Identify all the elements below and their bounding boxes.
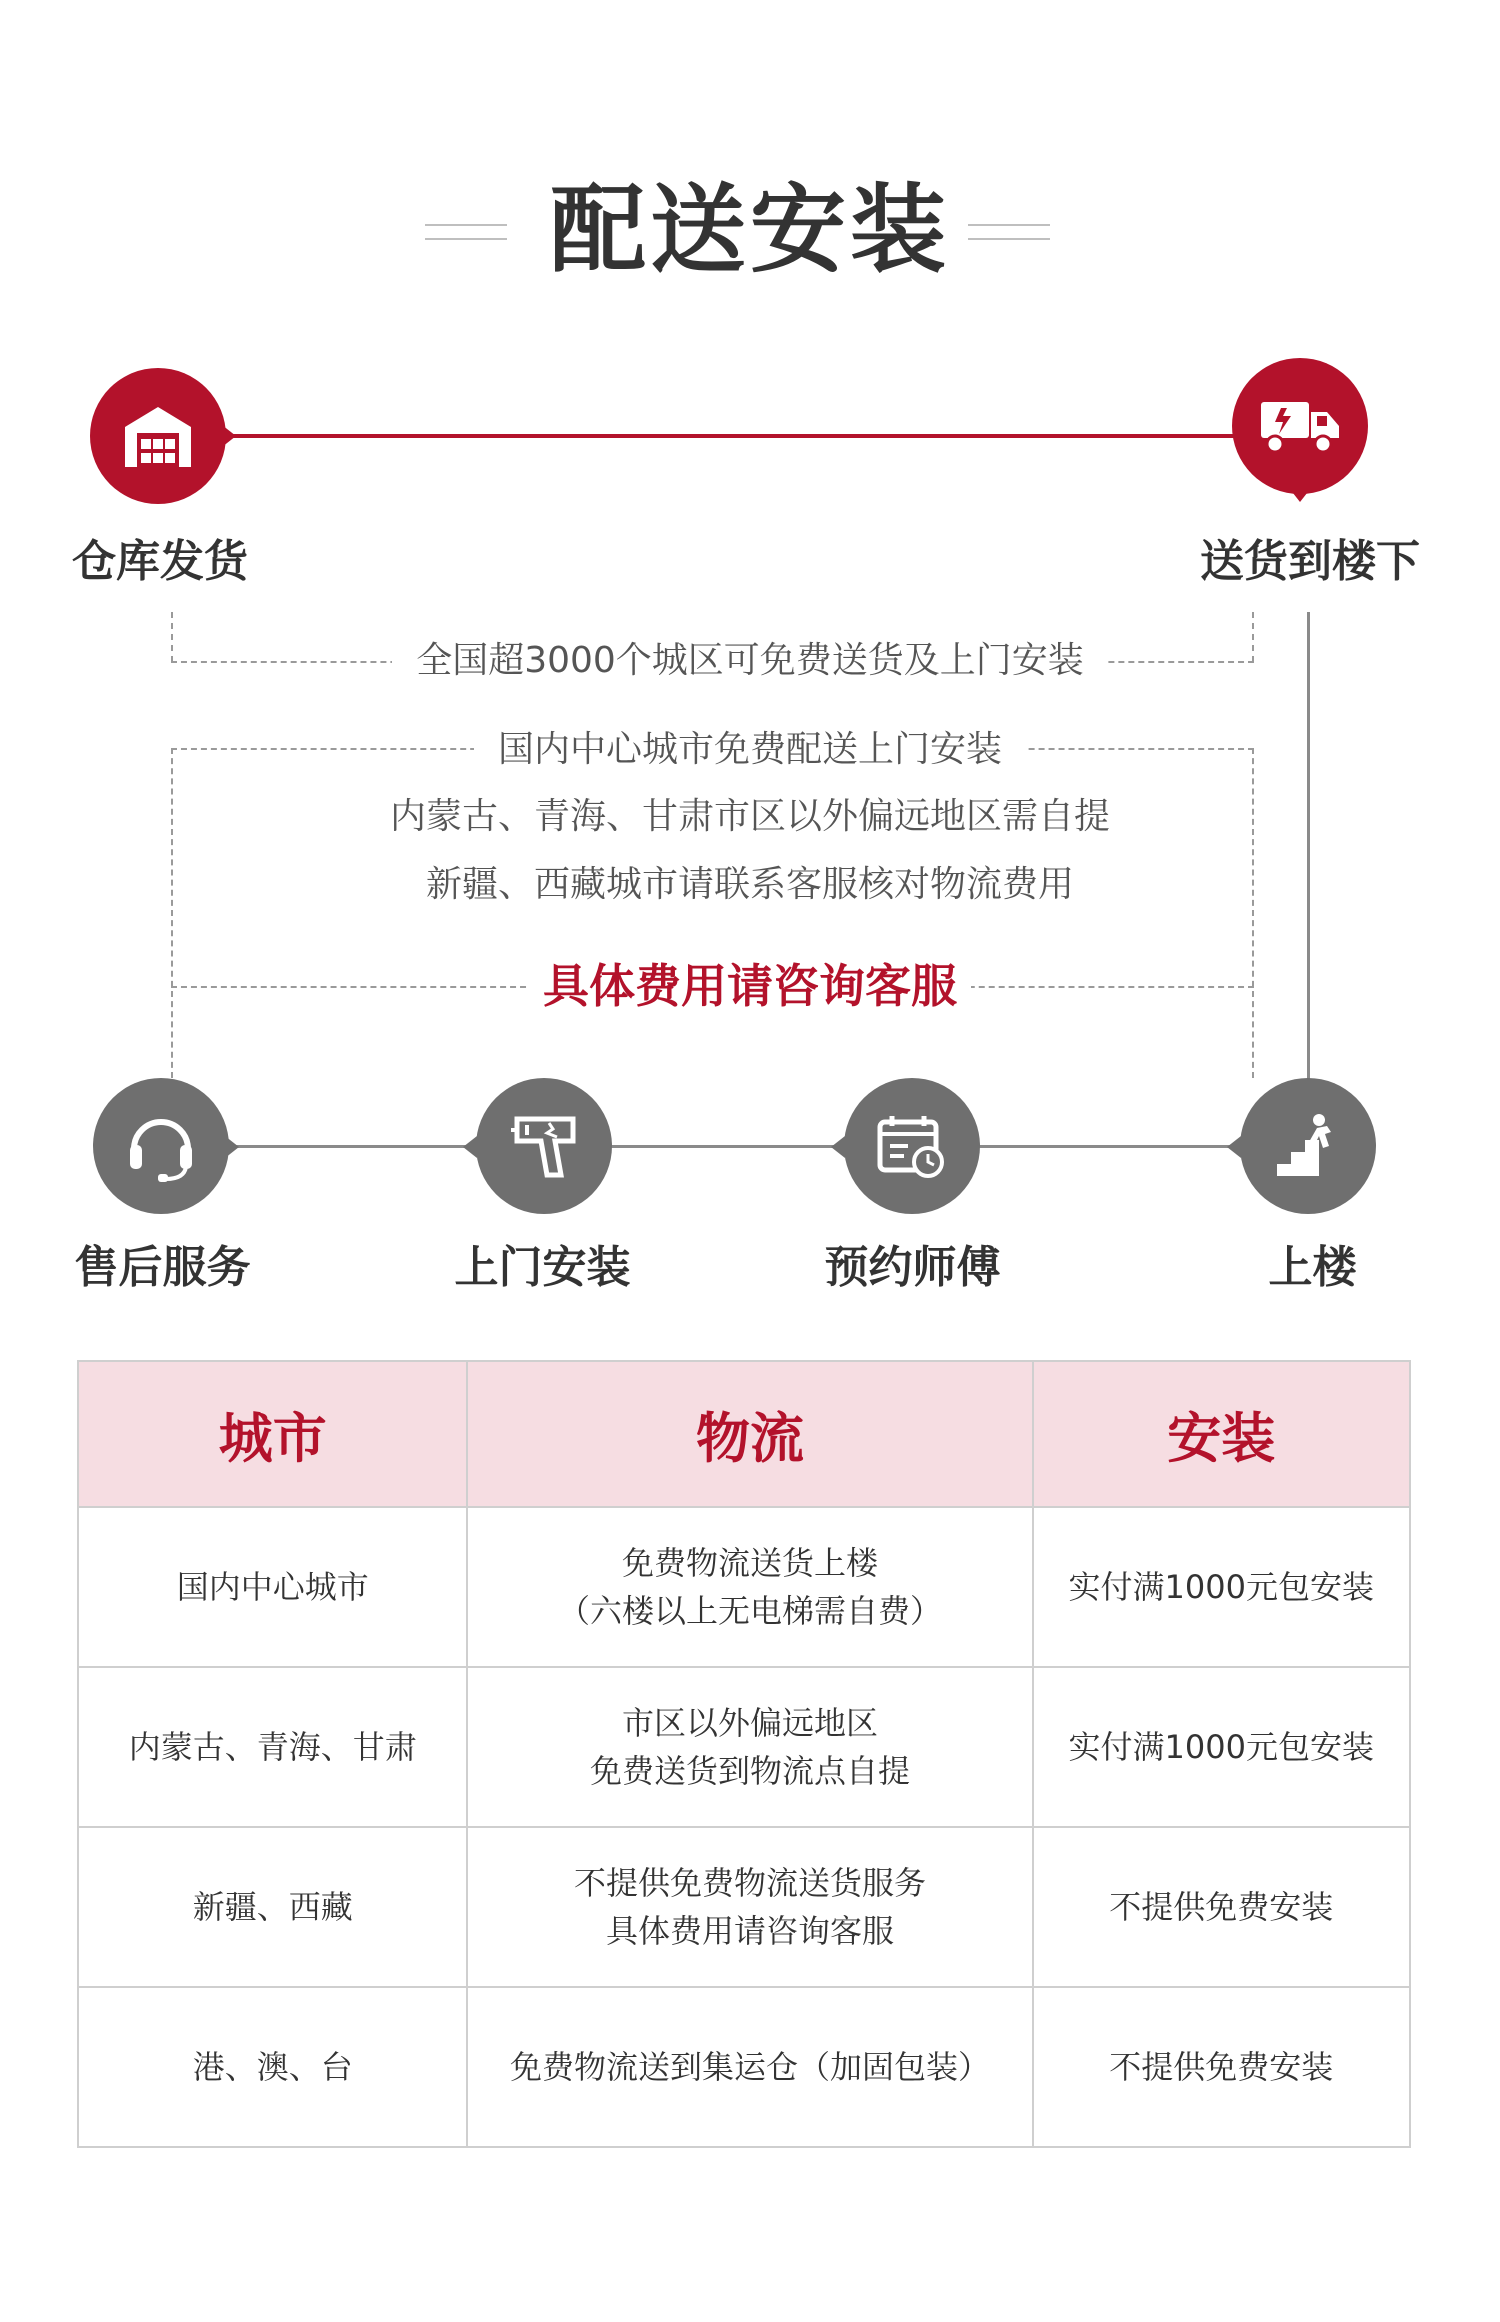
- policy-note-3: 新疆、西藏城市请联系客服核对物流费用: [425, 864, 1074, 905]
- headset-icon: [126, 1109, 196, 1183]
- calendar-icon: [876, 1112, 948, 1180]
- table-header-row: [78, 1361, 1410, 1507]
- step-label-appointment: 预约师傅: [824, 1242, 1001, 1293]
- page-title: 配送安装: [550, 174, 950, 286]
- city-cell: 新疆、西藏: [78, 1827, 467, 1987]
- step-label-delivery: 送货到楼下: [1200, 536, 1420, 587]
- install-cell: 实付满1000元包安装: [1033, 1667, 1411, 1827]
- logistics-line: 免费物流送到集运仓（加固包装）: [509, 2048, 990, 2086]
- city-cell: 内蒙古、青海、甘肃: [78, 1667, 467, 1827]
- policy-note-1: [0, 727, 1500, 773]
- table-row: [78, 1667, 1410, 1827]
- install-cell: 实付满1000元包安装: [1033, 1507, 1411, 1667]
- title-right-decoration: [968, 238, 1050, 240]
- header-install: 安装: [1033, 1361, 1411, 1507]
- top-connector-line: [230, 434, 1250, 438]
- table-row: [78, 1987, 1410, 2147]
- city-cell: 港、澳、台: [78, 1987, 467, 2147]
- contact-service-note: [0, 956, 1500, 1016]
- contact-service-text: 具体费用请咨询客服: [529, 959, 971, 1013]
- logistics-line: （六楼以上无电梯需自费）: [557, 1592, 942, 1630]
- logistics-cell: [467, 1507, 1032, 1667]
- header-city: 城市: [78, 1361, 467, 1507]
- city-cell: 国内中心城市: [78, 1507, 467, 1667]
- appointment-step: [844, 1078, 980, 1214]
- logistics-cell: [467, 1667, 1032, 1827]
- bottom-connector-line: [230, 1145, 1270, 1148]
- install-step-pointer: [463, 1136, 477, 1158]
- warehouse-step-pointer: [222, 425, 236, 447]
- title-right-decoration: [968, 224, 1050, 226]
- step-label-install: 上门安装: [454, 1242, 631, 1293]
- logistics-line: 具体费用请咨询客服: [605, 1912, 894, 1950]
- drill-icon: [507, 1111, 581, 1181]
- logistics-line: 市区以外偏远地区: [621, 1704, 878, 1742]
- step-label-after-sales: 售后服务: [74, 1242, 251, 1293]
- install-step: [476, 1078, 612, 1214]
- stairs-icon: [1275, 1114, 1341, 1178]
- policy-note-1-text: 国内中心城市免费配送上门安装: [474, 729, 1026, 770]
- after-sales-step: [93, 1078, 229, 1214]
- table-row: [78, 1827, 1410, 1987]
- delivery-install-table: [77, 1360, 1411, 2148]
- delivery-step-pointer: [1289, 488, 1311, 502]
- logistics-line: 不提供免费物流送货服务: [573, 1864, 926, 1902]
- step-label-upstairs: 上楼: [1268, 1242, 1357, 1293]
- install-cell: 不提供免费安装: [1033, 1827, 1411, 1987]
- delivery-truck-icon: [1259, 396, 1341, 456]
- coverage-note: [0, 638, 1500, 684]
- step-label-warehouse: 仓库发货: [72, 536, 248, 587]
- appointment-step-pointer: [831, 1136, 845, 1158]
- table-row: [78, 1507, 1410, 1667]
- warehouse-icon: [121, 403, 195, 469]
- logistics-line: 免费送货到物流点自提: [589, 1752, 910, 1790]
- logistics-line: 免费物流送货上楼: [621, 1544, 878, 1582]
- warehouse-step: [90, 368, 226, 504]
- logistics-cell: [467, 1987, 1032, 2147]
- logistics-cell: [467, 1827, 1032, 1987]
- coverage-note-text: 全国超3000个城区可免费送货及上门安装: [392, 640, 1108, 681]
- header-logistics: 物流: [467, 1361, 1032, 1507]
- policy-note-2: 内蒙古、青海、甘肃市区以外偏远地区需自提: [389, 796, 1110, 837]
- install-cell: 不提供免费安装: [1033, 1987, 1411, 2147]
- upstairs-step: [1240, 1078, 1376, 1214]
- upstairs-step-pointer: [1227, 1136, 1241, 1158]
- after-sales-step-pointer: [225, 1136, 239, 1158]
- delivery-step: [1232, 358, 1368, 494]
